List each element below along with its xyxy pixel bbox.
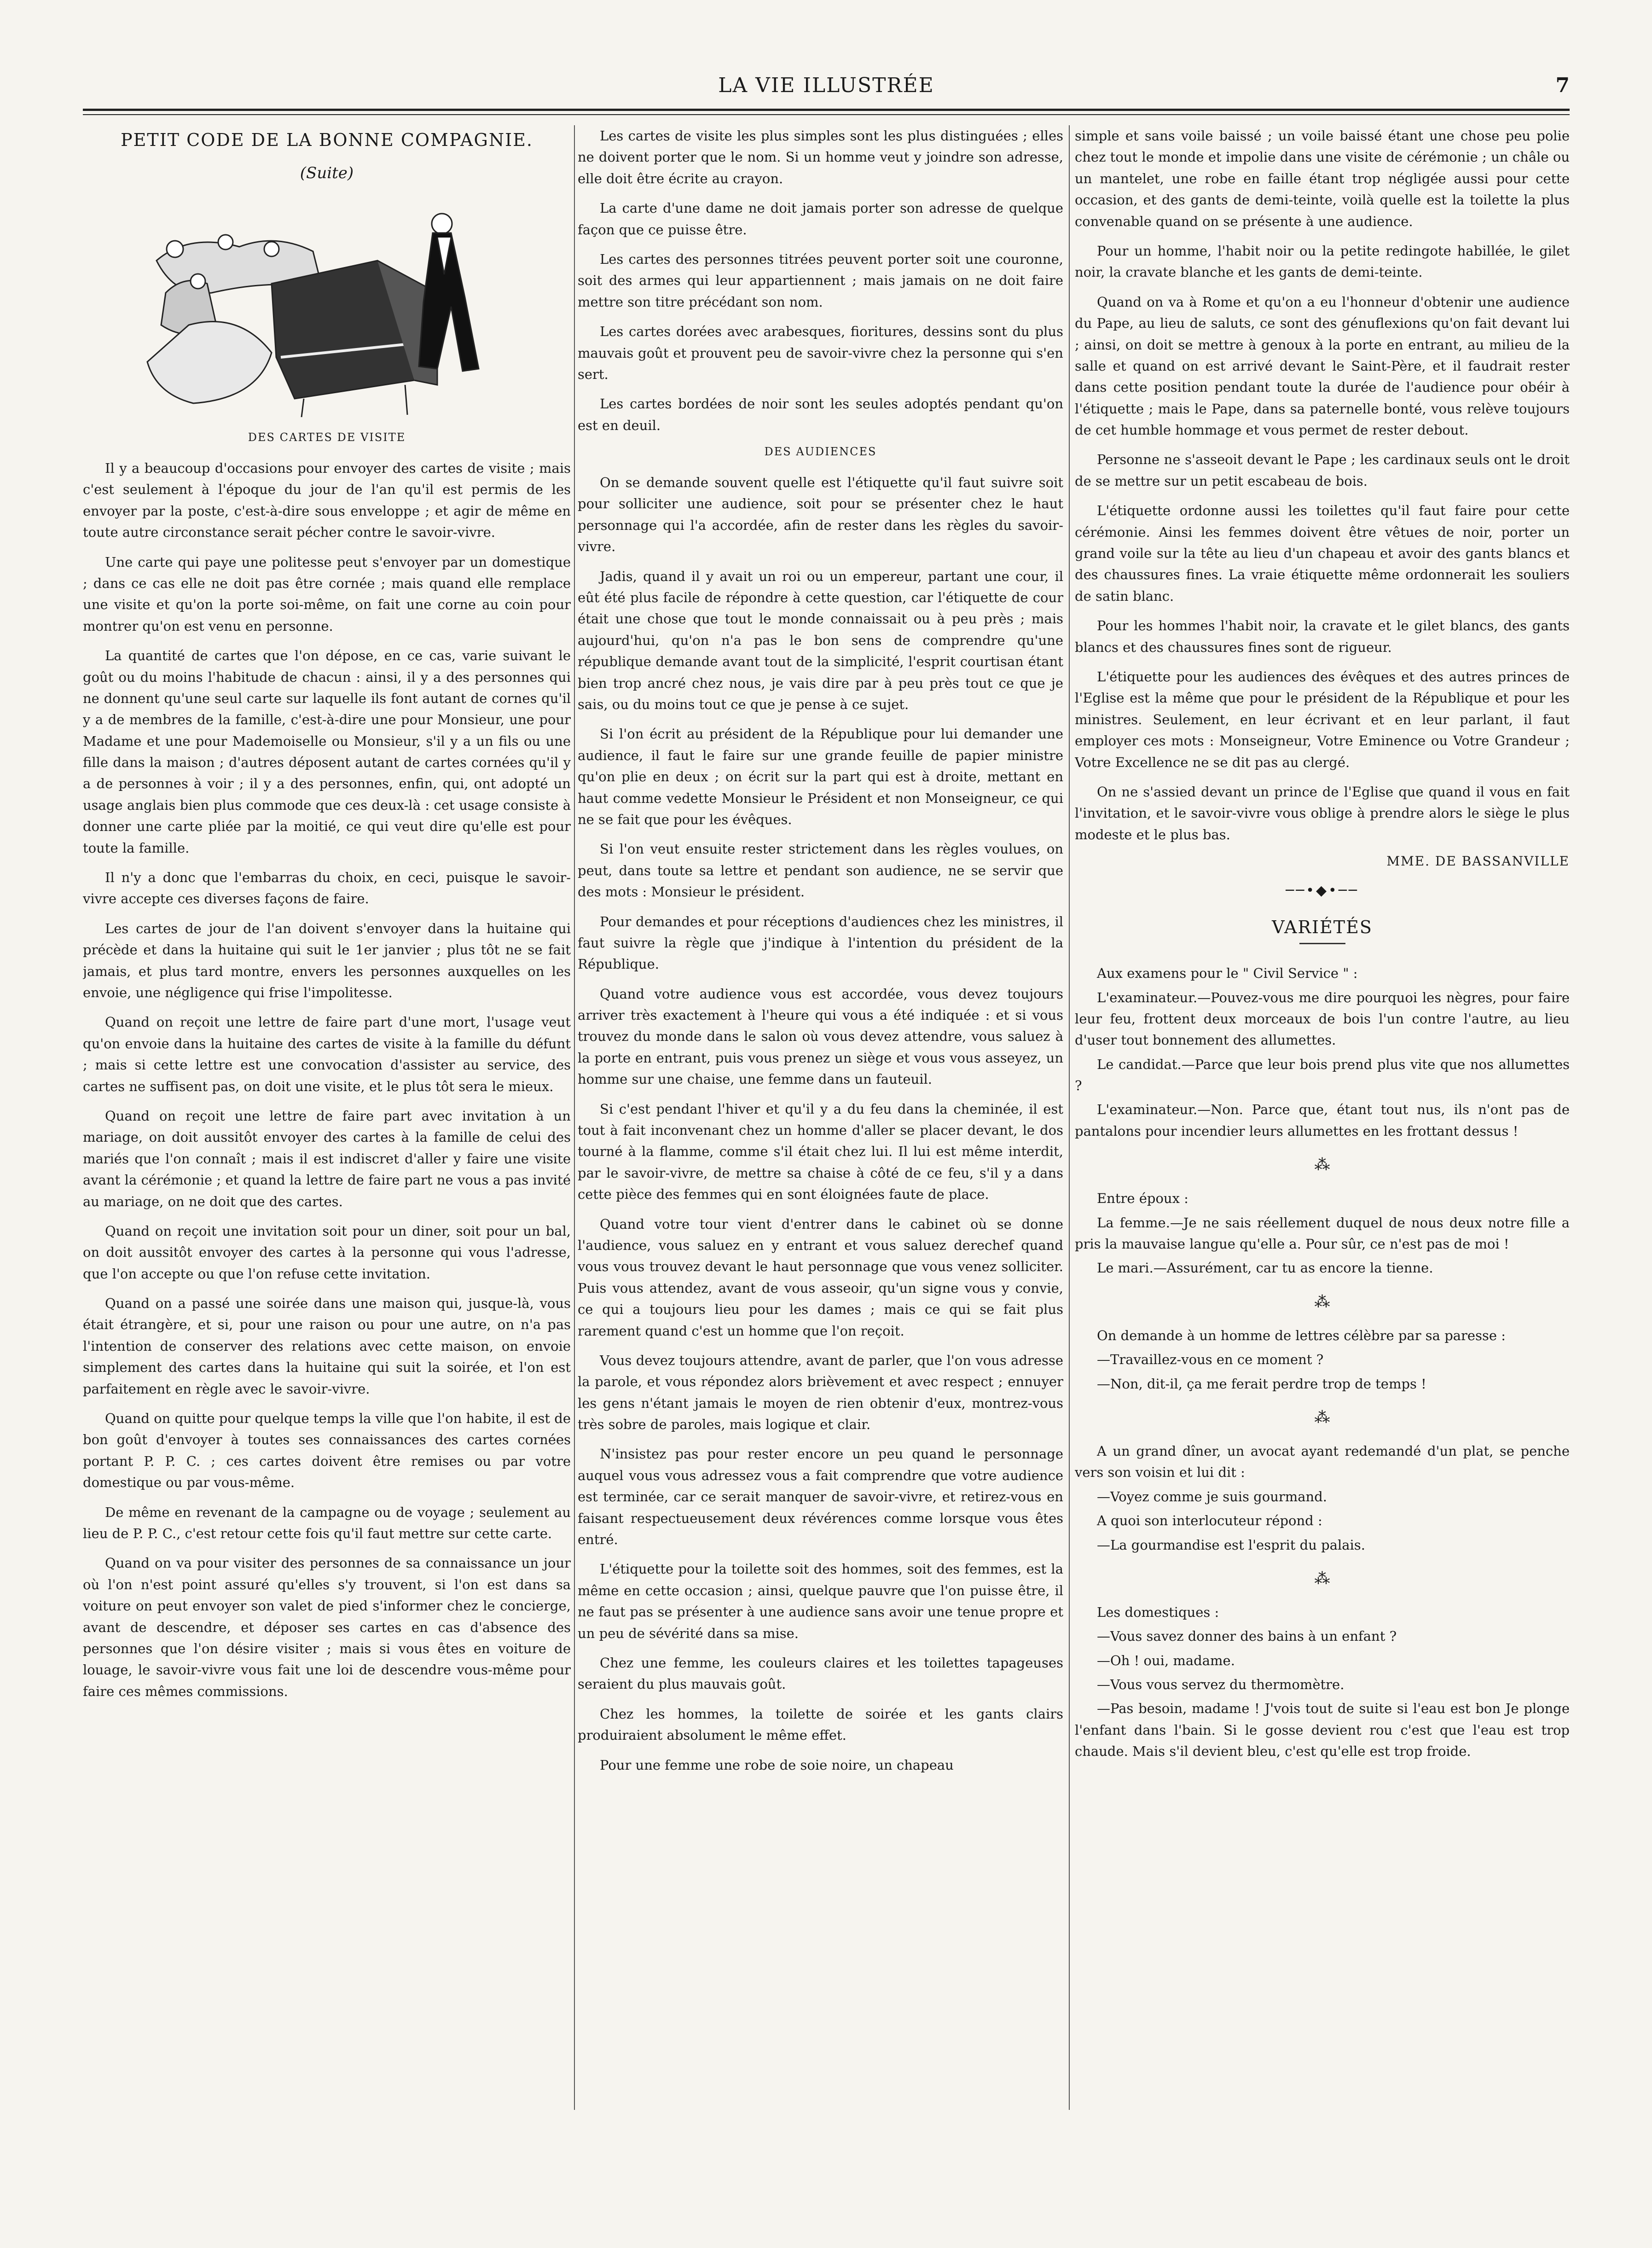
- paragraph: Pour une femme une robe de soie noire, un chapeau: [600, 1757, 954, 1773]
- anecdote-line: Le candidat.—Parce que leur bois prend plus vite que nos allumettes ?: [1075, 1056, 1570, 1094]
- paragraph: Quand votre tour vient d'entrer dans le cabinet où se donne l'audience, vous saluez en y entrant et vous saluez derechef quand vous vous trouvez devant le haut personnage que vous venez solliciter. Puis vous attendez, avant de vous asseoir, qu'un signe vous y convie, ce qui a toujours lieu pour les dames ; mais ce qui se fait plus rarement quand c'est un homme que l'on reçoit.: [578, 1216, 1063, 1339]
- paragraph: Personne ne s'asseoit devant le Pape ; les cardinaux seuls ont le droit de se mettre sur un petit escabeau de bois.: [1075, 452, 1570, 489]
- paragraph: Il n'y a donc que l'embarras du choix, en ceci, puisque le savoir-vivre accepte ces diverses façons de faire.: [83, 870, 571, 907]
- column-3: [1075, 125, 1570, 2110]
- anecdote-line: —La gourmandise est l'esprit du palais.: [1097, 1537, 1365, 1553]
- asterism-divider: ⁂: [1314, 1156, 1330, 1174]
- paragraph: L'étiquette pour la toilette soit des hommes, soit des femmes, est la même en cette occasion ; ainsi, quelque pauvre que l'on puisse être, il ne faut pas se présenter à une audience sans avoir une tenue propre et un peu de sévérité dans sa mise.: [578, 1561, 1063, 1641]
- paragraph: Quand on reçoit une lettre de faire part d'une mort, l'usage veut qu'on envoie dans la huitaine des cartes de visite à la famille du défunt ; mais si cette lettre est une convocation d'assister au service, des cartes ne suffisent pas, on doit une visite, et le plus tôt sera le mieux.: [83, 1014, 571, 1094]
- paragraph: Les cartes dorées avec arabesques, fioritures, dessins sont du plus mauvais goût et prouvent peu de savoir-vivre chez la personne qui s'en sert.: [578, 324, 1063, 382]
- title-rule: [1299, 943, 1345, 944]
- anecdote-line: On demande à un homme de lettres célèbre par sa paresse :: [1097, 1327, 1506, 1343]
- asterism-divider: ⁂: [1314, 1292, 1330, 1311]
- paragraph: L'étiquette pour les audiences des évêques et des autres princes de l'Eglise est la même que pour le président de la République et pour les ministres. Seulement, en leur écrivant et en leur parlant, il faut employer ces mots : Monseigneur, Votre Eminence ou Votre Grandeur ; Votre Excellence ne se dit pas au clergé.: [1075, 668, 1570, 770]
- header-rule: [83, 109, 1570, 111]
- column-1: [83, 125, 571, 2110]
- anecdote-line: —Vous savez donner des bains à un enfant ?: [1097, 1628, 1397, 1644]
- paragraph: Les cartes bordées de noir sont les seules adoptés pendant qu'on est en deuil.: [578, 396, 1063, 433]
- ornament-divider: ──•◆•──: [1286, 883, 1359, 899]
- paragraph: simple et sans voile baissé ; un voile baissé étant une chose peu polie chez tout le monde et impolie dans une visite de cérémonie ; un châle ou un mantelet, une robe en faille étant trop négligée aussi pour cette occasion, et des gants de demi-teinte, voilà quelle est la toilette la plus convenable quand on se présente à une audience.: [1075, 128, 1570, 229]
- anecdote-line: A un grand dîner, un avocat ayant redemandé d'un plat, se penche vers son voisin et lui dit :: [1075, 1443, 1570, 1481]
- paragraph: Quand votre audience vous est accordée, vous devez toujours arriver très exactement à l'heure qui vous a été indiquée : et si vous trouvez du monde dans le salon où vous devez attendre, vous saluez à la porte en entrant, puis vous prenez un siège et vous vous asseyez, un homme sur une chaise, une femme dans un fauteuil.: [578, 986, 1063, 1087]
- paragraph: Si l'on écrit au président de la République pour lui demander une audience, il faut le faire sur une grande feuille de papier ministre qu'on plie en deux ; on écrit sur la part qui est à droite, mettant en haut comme vedette Monsieur le Président et non Monseigneur, ce qui ne se fait que pour les évêques.: [578, 726, 1063, 827]
- paragraph: Quand on va à Rome et qu'on a eu l'honneur d'obtenir une audience du Pape, au lieu de saluts, ce sont des génuflexions qu'on fait devant lui ; ainsi, on doit se mettre à genoux à la porte en entrant, au milieu de la salle et quand on est arrivé devant le Saint-Père, et il faudrait rester dans cette position pendant toute la durée de l'audience pour obéir à l'étiquette ; mais le Pape, dans sa paternelle bonté, vous relève toujours de cet humble hommage et vous permet de rester debout.: [1075, 294, 1570, 438]
- paragraph: Si l'on veut ensuite rester strictement dans les règles voulues, on peut, dans toute sa lettre et pendant son audience, ne se servir que des mots : Monsieur le président.: [578, 841, 1063, 900]
- paragraph: Quand on va pour visiter des personnes de sa connaissance un jour où l'on n'est point assuré qu'elles s'y trouvent, si l'on est dans sa voiture on peut envoyer son valet de pied s'informer chez le concierge, avant de descendre, et déposer ses cartes en cas d'absence des personnes que l'on désire visiter ; mais si vous êtes en voiture de louage, le savoir-vivre vous fait une loi de descendre vous-même pour faire ces mêmes commissions.: [83, 1555, 571, 1699]
- paragraph: La quantité de cartes que l'on dépose, en ce cas, varie suivant le goût ou du moins l'habitude de chacun : ainsi, il y a des personnes qui ne donnent qu'une seul carte sur laquelle ils font autant de cornes qu'il y a de membres de la famille, c'est-à-dire une pour Monsieur, une pour Madame et une pour Mademoiselle ou Monsieur, s'il y a un fils ou une fille dans la maison ; d'autres déposent autant de cartes cornées qu'il y a de personnes à voir ; il y a des personnes, enfin, qui, ont adopté un usage anglais bien plus commode que ces deux-là : cet usage consiste à donner une carte pliée par la moitié, ce qui veut dire qu'elle est pour toute la famille.: [83, 648, 571, 856]
- paragraph: Pour les hommes l'habit noir, la cravate et le gilet blancs, des gants blancs et des chaussures fines sont de rigueur.: [1075, 618, 1570, 655]
- paragraph: Vous devez toujours attendre, avant de parler, que l'on vous adresse la parole, et vous répondez alors brièvement et avec respect ; ennuyer les gens n'étant jamais le moyen de rien obtenir d'eux, montrez-vous très sobre de paroles, mais logique et clair.: [578, 1352, 1063, 1433]
- anecdote-line: La femme.—Je ne sais réellement duquel de nous deux notre fille a pris la mauvaise langue qu'elle a. Pour sûr, ce n'est pas de moi !: [1075, 1214, 1570, 1252]
- paragraph: Une carte qui paye une politesse peut s'envoyer par un domestique ; dans ce cas elle ne doit pas être cornée ; mais quand elle remplace une visite et qu'on la porte soi-même, on fait une corne au coin pour montrer qu'on est venu en personne.: [83, 554, 571, 634]
- page-number: 7: [1555, 74, 1570, 97]
- illustration-caption: DES CARTES DE VISITE: [248, 431, 406, 444]
- anecdote-line: L'examinateur.—Non. Parce que, étant tout nus, ils n'ont pas de pantalons pour incendier leurs allumettes en les frottant dessus !: [1075, 1102, 1570, 1139]
- header-rule-thin: [83, 114, 1570, 115]
- paragraph: Si c'est pendant l'hiver et qu'il y a du feu dans la cheminée, il est tout à fait inconvenant chez un homme d'aller se placer devant, le dos tourné à la flamme, comme s'il était chez lui. Il lui est même interdit, par le savoir-vivre, de mettre sa chaise à côté de ce feu, s'il y a dans cette pièce des femmes qui en sont éloignées faute de place.: [578, 1101, 1063, 1202]
- paragraph: N'insistez pas pour rester encore un peu quand le personnage auquel vous vous adressez vous a fait comprendre que votre audience est terminée, car ce serait manquer de savoir-vivre, et retirez-vous en faisant respectueusement deux révérences comme lorsque vous êtes entré.: [578, 1446, 1063, 1548]
- paragraph: Il y a beaucoup d'occasions pour envoyer des cartes de visite ; mais c'est seulement à l'époque du jour de l'an qu'il est permis de les envoyer par la poste, c'est-à-dire sous enveloppe ; et agir de même en toute autre circonstance serait pécher contre le savoir-vivre.: [83, 460, 571, 540]
- column-divider: [574, 125, 575, 2110]
- anecdote-line: Les domestiques :: [1097, 1604, 1219, 1620]
- article-subtitle: (Suite): [300, 164, 354, 182]
- paragraph: Quand on reçoit une lettre de faire part avec invitation à un mariage, on doit aussitôt envoyer des cartes à la famille de celui des mariés que l'on connaît ; mais il est indiscret d'aller y faire une visite avant la cérémonie ; et quand la lettre de faire part ne vous a pas invité au mariage, on ne doit que des cartes.: [83, 1108, 571, 1209]
- anecdote-line: L'examinateur.—Pouvez-vous me dire pourquoi les nègres, pour faire leur feu, frottent deux morceaux de bois l'un contre l'autre, au lieu d'user tout bonnement des allumettes.: [1075, 989, 1570, 1048]
- anecdote-line: —Voyez comme je suis gourmand.: [1097, 1488, 1327, 1504]
- asterism-divider: ⁂: [1314, 1408, 1330, 1427]
- anecdote-line: Aux examens pour le " Civil Service " :: [1097, 965, 1358, 982]
- anecdote-line: —Oh ! oui, madame.: [1097, 1652, 1235, 1668]
- paragraph: Chez les hommes, la toilette de soirée et les gants clairs produiraient absolument le même effet.: [578, 1706, 1063, 1743]
- paragraph: L'étiquette ordonne aussi les toilettes qu'il faut faire pour cette cérémonie. Ainsi les femmes doivent être vêtues de noir, porter un grand voile sur la tête au lieu d'un chapeau et avoir des gants blancs et des chaussures fines. La vraie étiquette même ordonnerait les souliers de satin blanc.: [1075, 503, 1570, 604]
- column-divider: [1069, 125, 1070, 2110]
- asterism-divider: ⁂: [1314, 1569, 1330, 1588]
- paragraph: Les cartes de visite les plus simples sont les plus distinguées ; elles ne doivent porter que le nom. Si un homme veut y joindre son adresse, elle doit être écrite au crayon.: [578, 128, 1063, 186]
- anecdote-line: —Travaillez-vous en ce moment ?: [1097, 1352, 1324, 1368]
- varietes-title: VARIÉTÉS: [1272, 917, 1373, 938]
- piano-scene-illustration: [120, 205, 534, 422]
- article-title: PETIT CODE DE LA BONNE COMPAGNIE.: [121, 130, 533, 150]
- paragraph: On se demande souvent quelle est l'étiquette qu'il faut suivre soit pour solliciter une audience, soit pour se présenter chez le haut personnage qui l'a accordée, afin de rester dans les règles du savoir-vivre.: [578, 475, 1063, 555]
- newspaper-title: LA VIE ILLUSTRÉE: [718, 74, 934, 97]
- column-2: [578, 125, 1063, 2110]
- paragraph: On ne s'assied devant un prince de l'Eglise que quand il vous en fait l'invitation, et le savoir-vivre vous oblige à prendre alors le siège le plus modeste et le plus bas.: [1075, 784, 1570, 842]
- anecdote-line: —Pas besoin, madame ! J'vois tout de suite si l'eau est bon Je plonge l'enfant dans l'bain. Si le gosse devient rou c'est que l'eau est trop chaude. Mais s'il devient bleu, c'est qu'elle est trop froide.: [1075, 1701, 1570, 1760]
- paragraph: Jadis, quand il y avait un roi ou un empereur, partant une cour, il eût été plus facile de répondre à cette question, car l'étiquette de cour était une chose que tout le monde connaissait ou à peu près ; mais aujourd'hui, qu'on n'a pas le bon sens de comprendre qu'une république demande avant tout de la simplicité, l'esprit courtisan étant bien trop ancré chez nous, je vais dire par à peu près tout ce que je sais, ou du moins tout ce que je pense à ce sujet.: [578, 568, 1063, 712]
- page-header: [83, 74, 1570, 106]
- author-signature: MME. DE BASSANVILLE: [1386, 854, 1570, 869]
- anecdote-line: —Vous vous servez du thermomètre.: [1097, 1677, 1345, 1693]
- anecdote-line: —Non, dit-il, ça me ferait perdre trop de temps !: [1097, 1376, 1426, 1392]
- section-heading: DES AUDIENCES: [764, 445, 877, 459]
- paragraph: Quand on reçoit une invitation soit pour un diner, soit pour un bal, on doit aussitôt envoyer des cartes à la personne qui vous l'adresse, que l'on accepte ou que l'on refuse cette invitation.: [83, 1223, 571, 1282]
- paragraph: Les cartes des personnes titrées peuvent porter soit une couronne, soit des armes qui leur appartiennent ; mais jamais on ne doit faire mettre son titre précédant son nom.: [578, 251, 1063, 310]
- paragraph: La carte d'une dame ne doit jamais porter son adresse de quelque façon que ce puisse être.: [578, 200, 1063, 238]
- paragraph: Pour un homme, l'habit noir ou la petite redingote habillée, le gilet noir, la cravate blanche et les gants de demi-teinte.: [1075, 243, 1570, 280]
- paragraph: Pour demandes et pour réceptions d'audiences chez les ministres, il faut suivre la règle que j'indique à l'intention du président de la République.: [578, 913, 1063, 972]
- anecdote-line: Entre époux :: [1097, 1191, 1188, 1207]
- paragraph: Quand on quitte pour quelque temps la ville que l'on habite, il est de bon goût d'envoyer à toutes ses connaissances des cartes cornées portant P. P. C. ; ces cartes doivent être remises ou par votre domestique ou par vous-même.: [83, 1411, 571, 1491]
- paragraph: Quand on a passé une soirée dans une maison qui, jusque-là, vous était étrangère, et si, pour une raison ou pour une autre, on n'a pas l'intention de conserver des relations avec cette maison, on envoie simplement des cartes dans la huitaine qui suit la soirée, et l'on est parfaitement en règle avec le savoir-vivre.: [83, 1295, 571, 1397]
- paragraph: De même en revenant de la campagne ou de voyage ; seulement au lieu de P. P. C., c'est retour cette fois qu'il faut mettre sur cette carte.: [83, 1504, 571, 1541]
- anecdote-line: Le mari.—Assurément, car tu as encore la tienne.: [1097, 1260, 1433, 1276]
- anecdote-line: A quoi son interlocuteur répond :: [1097, 1513, 1322, 1529]
- paragraph: Chez une femme, les couleurs claires et les toilettes tapageuses seraient du plus mauvais goût.: [578, 1655, 1063, 1692]
- paragraph: Les cartes de jour de l'an doivent s'envoyer dans la huitaine qui précède et dans la huitaine qui suit le 1er janvier ; plus tôt ne se fait jamais, et plus tard montre, envers les personnes auxquelles on les envoie, une négligence qui frise l'impolitesse.: [83, 920, 571, 1000]
